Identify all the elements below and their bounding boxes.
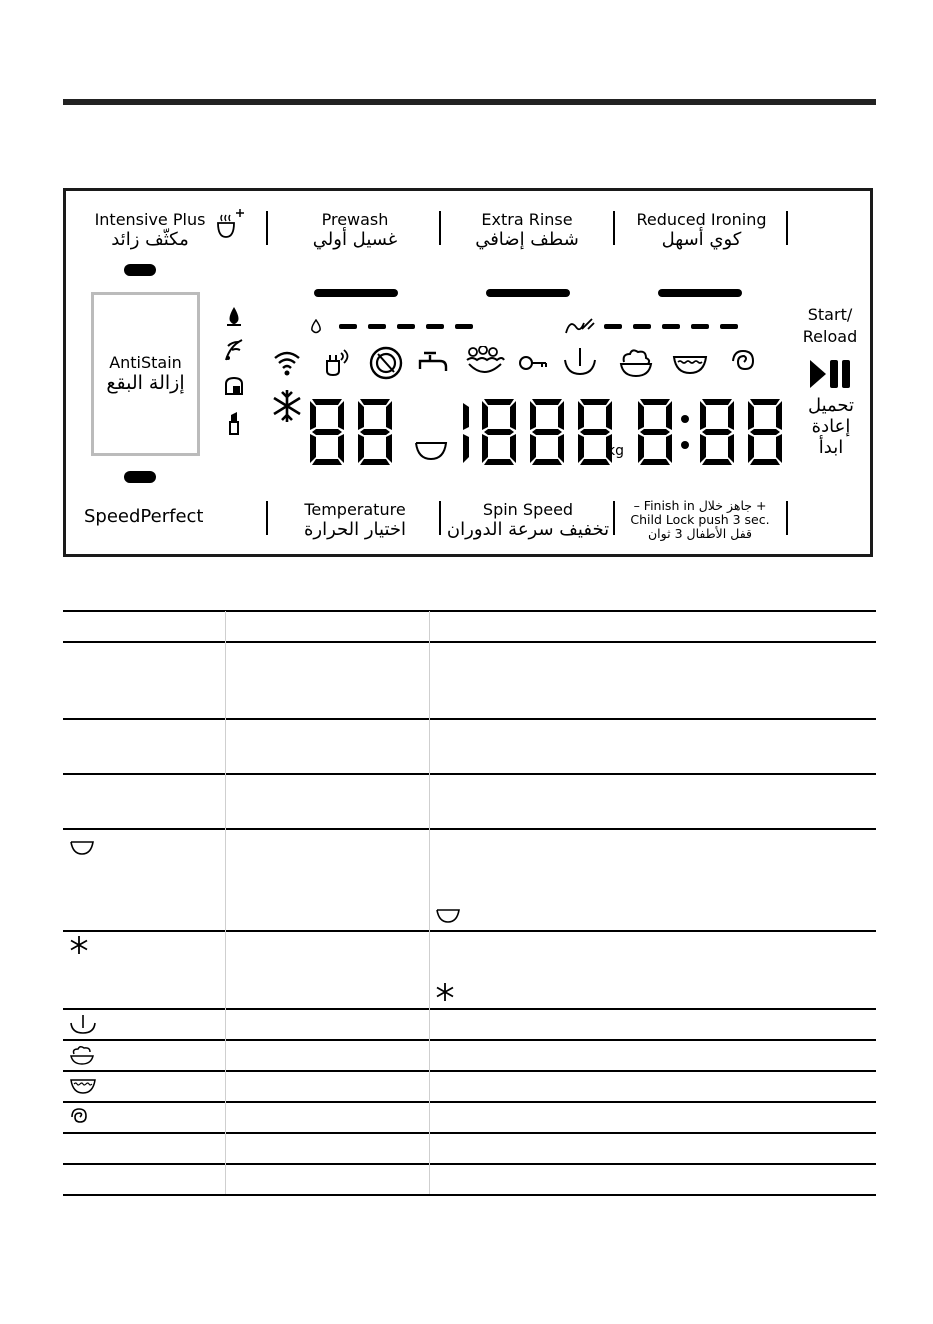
table-rule [63, 1194, 876, 1196]
header-rule [63, 99, 876, 105]
drain-icon [563, 346, 597, 376]
separator [439, 501, 441, 535]
table-rule [63, 1070, 876, 1072]
table-rule [63, 718, 876, 720]
snowflake-icon [69, 935, 89, 955]
drain-icon [69, 1013, 97, 1035]
soil-dash [691, 324, 709, 329]
wash-tub-icon [672, 353, 708, 375]
separator [439, 211, 441, 245]
tub-icon [435, 908, 461, 924]
reduced-ironing-label[interactable]: Reduced Ironing كوي أسهل [636, 210, 767, 250]
tub-icon [414, 439, 448, 461]
table-rule [63, 1039, 876, 1041]
table-rule [63, 1132, 876, 1134]
snowflake-icon [270, 386, 304, 426]
reduced-ironing-indicator [658, 289, 742, 297]
extra-rinse-label[interactable]: Extra Rinse شطف إضافي [475, 210, 579, 250]
table-rule [63, 610, 876, 612]
level-dash [368, 324, 386, 329]
separator [786, 501, 788, 535]
separator [613, 501, 615, 535]
tub-icon [69, 840, 95, 856]
level-dash [339, 324, 357, 329]
lipstick-icon [226, 410, 242, 438]
start-reload-arabic: تحميل إعادة ابدأ [807, 395, 855, 458]
snowflake-icon [435, 982, 455, 1002]
control-panel [63, 188, 873, 557]
level-dash [397, 324, 415, 329]
separator [786, 211, 788, 245]
table-col-divider [429, 611, 430, 1194]
intensive-plus-icon [212, 209, 244, 243]
table-rule [63, 773, 876, 775]
soil-dash [720, 324, 738, 329]
intensive-plus-label[interactable]: Intensive Plus مكثّف زائد [94, 210, 206, 250]
flowers-icon [464, 346, 506, 378]
grass-stain-icon [222, 336, 246, 364]
spin-icon [730, 347, 758, 377]
temperature-label[interactable]: Temperature اختيار الحرارة [303, 500, 407, 540]
soil-dash [604, 324, 622, 329]
remote-start-icon [321, 347, 353, 379]
kg-unit: kg [607, 443, 624, 459]
finish-in-label[interactable]: – Finish in جاهز خلال + Child Lock push 3 sec. قفل الأطفال 3 ثوان [630, 498, 770, 541]
separator [613, 211, 615, 245]
table-rule [63, 1101, 876, 1103]
water-level-icon [309, 319, 323, 335]
level-dash [426, 324, 444, 329]
table-rule [63, 1163, 876, 1165]
table-rule [63, 930, 876, 932]
soil-dash [633, 324, 651, 329]
child-lock-key-icon [518, 353, 550, 373]
table-rule [63, 641, 876, 643]
table-col-divider [225, 611, 226, 1194]
extra-rinse-indicator [486, 289, 570, 297]
indicator-pill-bottom [124, 471, 156, 483]
speedperfect-label[interactable]: SpeedPerfect [84, 506, 204, 527]
separator [266, 211, 268, 245]
level-dash [455, 324, 473, 329]
start-reload-label: Start/ Reload [802, 305, 858, 346]
prewash-label[interactable]: Prewash غسيل أولي [312, 210, 398, 250]
soil-level-icon [564, 315, 596, 337]
table-rule [63, 828, 876, 830]
coffee-stain-icon [222, 374, 246, 398]
spin-icon [69, 1106, 91, 1128]
wash-tub-icon [69, 1077, 97, 1095]
indicator-pill-top [124, 264, 156, 276]
separator [266, 501, 268, 535]
soil-dash [662, 324, 680, 329]
wifi-icon [272, 348, 302, 378]
basket-icon [368, 346, 404, 380]
spin-speed-label[interactable]: Spin Speed تخفيف سرعة الدوران [446, 500, 610, 540]
table-rule [63, 1008, 876, 1010]
antistain-button[interactable]: AntiStain إزالة البقع [91, 292, 200, 456]
rinse-hold-icon [69, 1044, 95, 1066]
tap-icon [418, 349, 450, 377]
water-drop-icon [224, 305, 244, 329]
prewash-indicator [314, 289, 398, 297]
play-pause-icon[interactable] [808, 358, 854, 390]
rinse-hold-icon [618, 346, 654, 378]
